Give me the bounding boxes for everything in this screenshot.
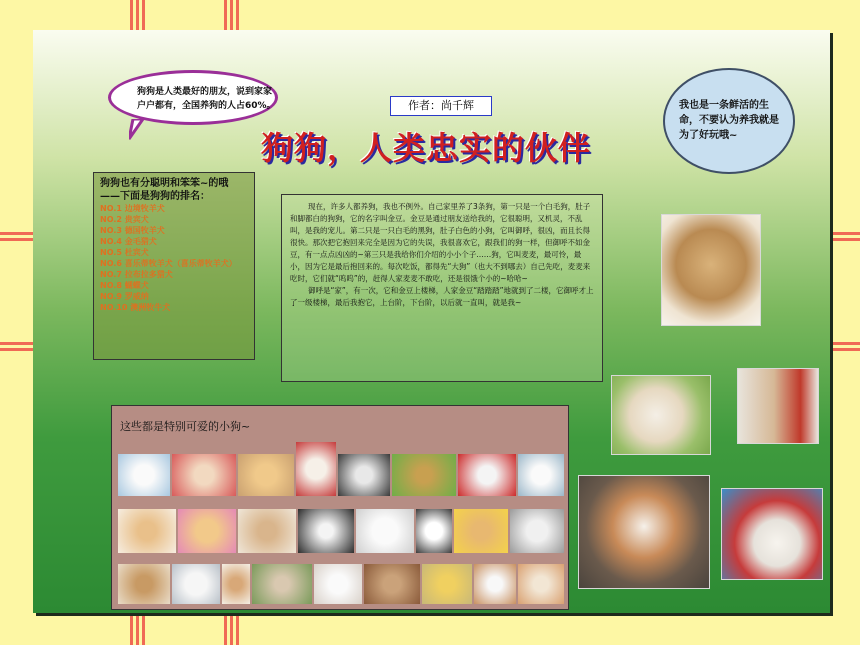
gallery-thumbnail [338, 454, 390, 496]
gallery-thumbnail [458, 454, 516, 496]
gallery-thumbnail [296, 442, 336, 496]
gallery-thumbnail [518, 454, 564, 496]
story-paragraph: 御呼是“家”，有一次，它和金豆上楼梯，人家金豆“踏踏踏”地就到了二楼，它御呼才上了一级楼梯，最后我抱它，上台阶，下台阶，以后就一直叫，就是我~ [290, 286, 594, 307]
decor-stripe [0, 348, 33, 351]
decor-stripe [236, 614, 239, 645]
ranking-item: NO.6 喜乐蒂牧羊犬（喜乐蒂牧羊犬） [100, 259, 237, 268]
gallery-thumbnail [314, 564, 362, 604]
gallery-thumbnail [510, 509, 564, 553]
ranking-item: NO.3 德国牧羊犬 [100, 226, 165, 235]
gallery-thumbnail [118, 509, 176, 553]
gallery-panel [111, 405, 569, 610]
gallery-thumbnail [416, 509, 452, 553]
decor-stripe [830, 348, 860, 351]
gallery-thumbnail [222, 564, 250, 604]
gallery-thumbnail [422, 564, 472, 604]
speech-bubble-left [108, 70, 278, 125]
gallery-thumbnail [178, 509, 236, 553]
poster-page [33, 30, 830, 613]
dog-photo [737, 368, 819, 444]
gallery-thumbnail [518, 564, 564, 604]
decor-stripe [230, 0, 233, 30]
ranking-heading: 狗狗也有分聪明和笨笨~的哦——下面是狗狗的排名： [100, 178, 229, 202]
ranking-item: NO.2 贵宾犬 [100, 215, 149, 224]
speech-bubble-tail [129, 119, 153, 141]
gallery-thumbnail [252, 564, 312, 604]
speech-bubble-left-text: 狗狗是人类最好的朋友，说到家家户户都有，全国养狗的人占60%。 [137, 87, 276, 111]
ranking-item: NO.1 边境牧羊犬 [100, 204, 165, 213]
speech-bubble-right [663, 68, 795, 174]
decor-stripe [130, 614, 133, 645]
decor-stripe [142, 0, 145, 30]
decor-stripe [0, 232, 33, 235]
decor-stripe [0, 238, 33, 241]
gallery-thumbnail [118, 454, 170, 496]
dog-photo [611, 375, 711, 455]
gallery-thumbnail [118, 564, 170, 604]
decor-stripe [830, 238, 860, 241]
dog-photo [578, 475, 710, 589]
ranking-item: NO.5 杜宾犬 [100, 248, 149, 257]
ranking-item: NO.7 拉布拉多猎犬 [100, 270, 173, 279]
gallery-thumbnail [356, 509, 414, 553]
decor-stripe [830, 232, 860, 235]
ranking-box [93, 172, 255, 360]
decor-stripe [136, 0, 139, 30]
gallery-thumbnail [172, 454, 236, 496]
decor-stripe [142, 614, 145, 645]
dog-photo [661, 214, 761, 326]
dog-photo [721, 488, 823, 580]
decor-stripe [0, 342, 33, 345]
page-title: 狗狗，人类忠实的伙伴 [261, 129, 592, 167]
decor-stripe [224, 0, 227, 30]
ranking-item: NO.8 蝴蝶犬 [100, 281, 149, 290]
gallery-thumbnail [392, 454, 456, 496]
gallery-thumbnail [364, 564, 420, 604]
ranking-item: NO.9 罗威纳 [100, 292, 149, 301]
gallery-thumbnail [474, 564, 516, 604]
decor-stripe [130, 0, 133, 30]
story-text-box [281, 194, 603, 382]
gallery-thumbnail [238, 509, 296, 553]
gallery-thumbnail [298, 509, 354, 553]
decor-stripe [830, 342, 860, 345]
gallery-thumbnail [454, 509, 508, 553]
gallery-thumbnail [238, 454, 294, 496]
decor-stripe [136, 614, 139, 645]
speech-bubble-right-text: 我也是一条鲜活的生命，不要认为养我就是为了好玩哦~ [679, 100, 779, 141]
decor-stripe [236, 0, 239, 30]
gallery-thumbnail [172, 564, 220, 604]
author-box: 作者：尚千辉 [390, 96, 492, 116]
decor-stripe [224, 614, 227, 645]
ranking-item: NO.4 金毛猎犬 [100, 237, 157, 246]
ranking-item: NO.10 澳洲牧牛犬 [100, 303, 171, 312]
decor-stripe [230, 614, 233, 645]
story-paragraph: 现在，许多人都养狗，我也不例外。自己家里养了3条狗，第一只是一个白毛狗，肚子和脚都白的狗狗，它的名字叫金豆。金豆是通过朋友送给我的，它很聪明，又机灵，不乱叫，是我的宠儿。第二只是一只白毛的黑狗，肚子白色的小狗，它叫御呼，很凶，而且长得很快。那次把它抱回来完全是因为它的失误，我很喜欢它，跟我们的狗一样，但御呼不如金豆，有一点点凶凶的~第三只是我给你们介绍的小小个子……狗，它叫麦麦，最可怜，最小，因为它是最后抱回来的。每次吃饭，都得先“大狗”（也大不到哪去）自己先吃，麦麦来吃时，它们就“呜呜”的，赶得人家麦麦不敢吃，还是很饿个小的~哈哈~ [290, 202, 591, 283]
gallery-caption: 这些都是特别可爱的小狗~ [120, 420, 251, 433]
